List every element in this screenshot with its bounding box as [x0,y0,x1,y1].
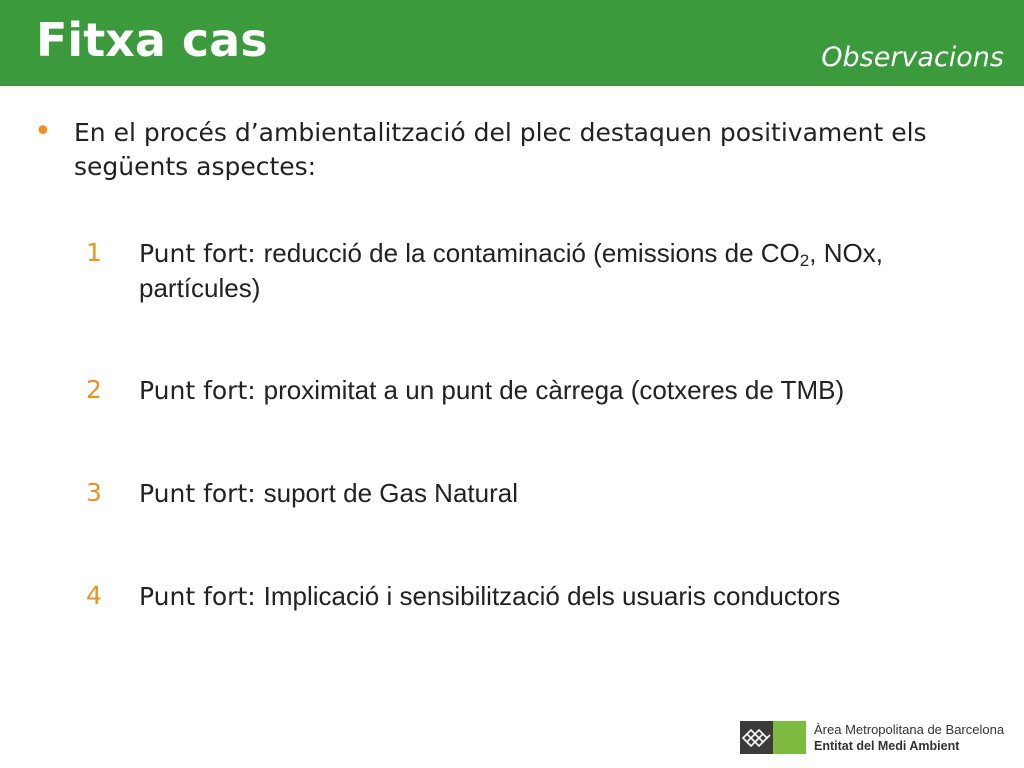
item-description: suport de Gas Natural [263,478,518,508]
logo-pattern-icon [740,721,773,754]
intro-text: En el procés d’ambientalització del plec destaquen positivament els següents aspectes: [74,118,927,181]
footer-organization [814,722,1004,754]
logo-dark-square [740,721,773,754]
item-description: proximitat a un punt de càrrega (cotxeres de TMB) [263,375,845,405]
subscript: 2 [799,251,810,270]
item-description-part: , NOx, partícules) [139,238,883,303]
item-text [139,373,1004,408]
bullet-icon: • [34,114,52,149]
item-label: Punt fort: [139,479,256,508]
section-subtitle: Observacions [821,42,1004,73]
item-text [139,579,1004,614]
item-description-part: reducció de la contaminació (emissions de CO [263,238,800,268]
item-number: 2 [86,375,102,404]
item-number: 3 [86,478,102,507]
logo-green-square [773,721,806,754]
item-description: Implicació i sensibilització dels usuaris conductors [263,581,841,611]
page-title: Fitxa cas [36,13,268,67]
header-banner [0,0,1024,86]
item-text [139,476,1004,511]
amb-logo [740,721,806,754]
item-number: 1 [86,238,102,267]
item-label: Punt fort: [139,239,256,268]
item-text [139,236,1004,306]
item-number: 4 [86,581,102,610]
org-entity: Entitat del Medi Ambient [814,739,960,753]
org-name: Àrea Metropolitana de Barcelona [814,722,1005,737]
item-label: Punt fort: [139,376,256,405]
item-label: Punt fort: [139,582,256,611]
